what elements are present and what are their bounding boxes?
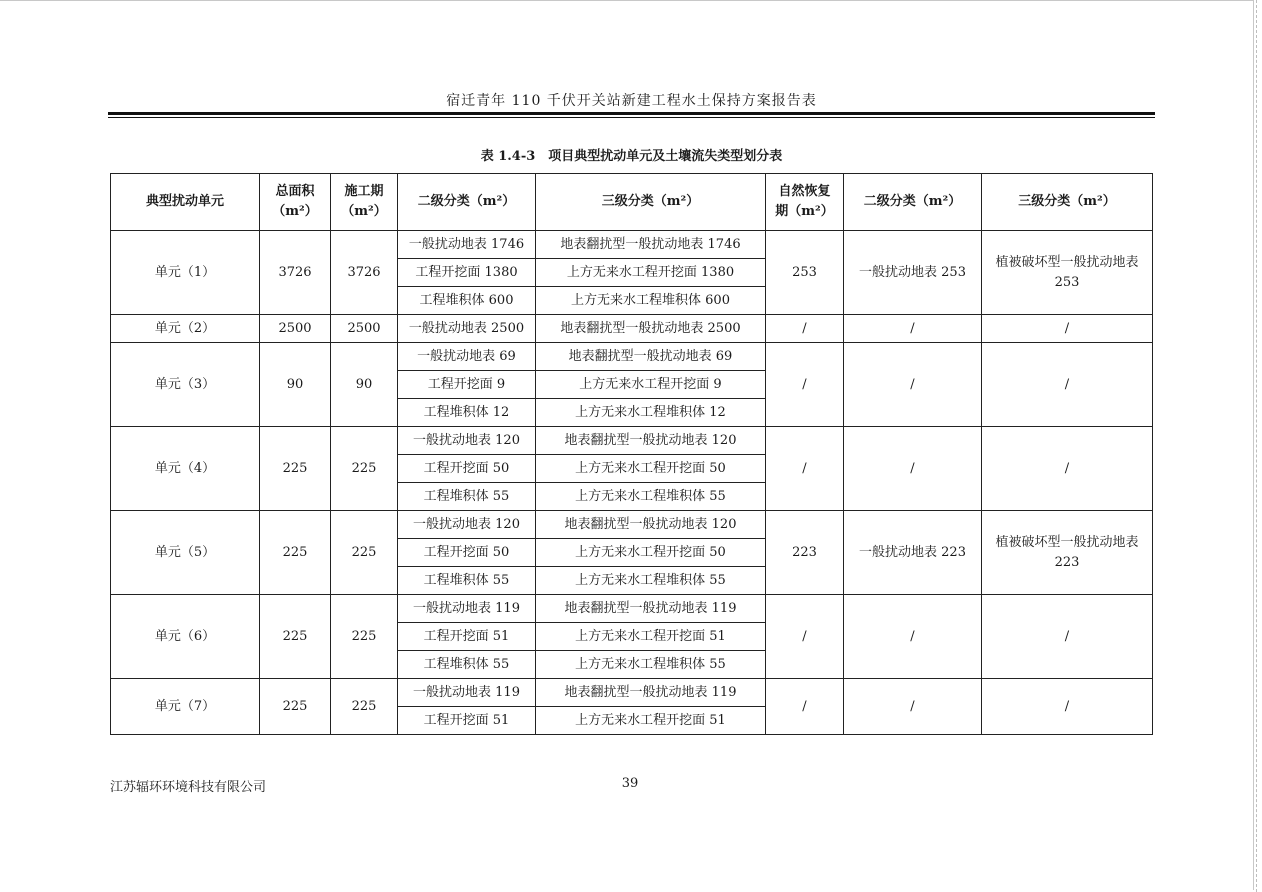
level3-cell: 地表翻扰型一般扰动地表 1746 bbox=[536, 231, 766, 259]
level2-cell: 工程堆积体 55 bbox=[398, 567, 536, 595]
unit-total-area: 225 bbox=[260, 679, 331, 735]
unit-construction-area: 90 bbox=[331, 343, 398, 427]
level3-cell: 上方无来水工程堆积体 12 bbox=[536, 399, 766, 427]
level3-cell: 上方无来水工程开挖面 51 bbox=[536, 623, 766, 651]
level3-cell: 地表翻扰型一般扰动地表 69 bbox=[536, 343, 766, 371]
recovery-area: / bbox=[766, 427, 844, 511]
table-row bbox=[111, 595, 1153, 623]
unit-name: 单元（7） bbox=[111, 679, 260, 735]
unit-construction-area: 225 bbox=[331, 427, 398, 511]
table-row bbox=[111, 427, 1153, 455]
level3-cell: 上方无来水工程开挖面 50 bbox=[536, 455, 766, 483]
recovery-level3: / bbox=[982, 315, 1153, 343]
level2-cell: 一般扰动地表 2500 bbox=[398, 315, 536, 343]
unit-name: 单元（2） bbox=[111, 315, 260, 343]
recovery-level3: 植被破坏型一般扰动地表 223 bbox=[982, 511, 1153, 595]
header-recovery-level2: 二级分类（m²） bbox=[844, 174, 982, 231]
recovery-level2: / bbox=[844, 427, 982, 511]
unit-construction-area: 2500 bbox=[331, 315, 398, 343]
level2-cell: 工程堆积体 12 bbox=[398, 399, 536, 427]
unit-total-area: 90 bbox=[260, 343, 331, 427]
recovery-area: 253 bbox=[766, 231, 844, 315]
header-rule-thin bbox=[108, 117, 1155, 118]
unit-construction-area: 225 bbox=[331, 595, 398, 679]
level2-cell: 工程开挖面 51 bbox=[398, 707, 536, 735]
recovery-level2: / bbox=[844, 315, 982, 343]
header-recovery-level3: 三级分类（m²） bbox=[982, 174, 1153, 231]
unit-construction-area: 225 bbox=[331, 679, 398, 735]
recovery-level3: / bbox=[982, 427, 1153, 511]
level3-cell: 上方无来水工程堆积体 55 bbox=[536, 483, 766, 511]
table-row bbox=[111, 343, 1153, 371]
recovery-level3: / bbox=[982, 595, 1153, 679]
unit-total-area: 3726 bbox=[260, 231, 331, 315]
recovery-level2: / bbox=[844, 679, 982, 735]
level3-cell: 上方无来水工程开挖面 1380 bbox=[536, 259, 766, 287]
level2-cell: 一般扰动地表 69 bbox=[398, 343, 536, 371]
level2-cell: 工程开挖面 51 bbox=[398, 623, 536, 651]
table-caption: 表 1.4-3 项目典型扰动单元及土壤流失类型划分表 bbox=[480, 149, 783, 164]
recovery-area: / bbox=[766, 595, 844, 679]
unit-construction-area: 3726 bbox=[331, 231, 398, 315]
level2-cell: 工程开挖面 9 bbox=[398, 371, 536, 399]
level3-cell: 上方无来水工程开挖面 9 bbox=[536, 371, 766, 399]
recovery-level2: / bbox=[844, 343, 982, 427]
table-row bbox=[111, 511, 1153, 539]
level3-cell: 地表翻扰型一般扰动地表 120 bbox=[536, 427, 766, 455]
level2-cell: 工程开挖面 1380 bbox=[398, 259, 536, 287]
header-construction-line1: 施工期 bbox=[344, 184, 384, 199]
unit-name: 单元（1） bbox=[111, 231, 260, 315]
unit-total-area: 2500 bbox=[260, 315, 331, 343]
table-row bbox=[111, 231, 1153, 259]
header-level2: 二级分类（m²） bbox=[398, 174, 536, 231]
unit-total-area: 225 bbox=[260, 511, 331, 595]
level2-cell: 工程堆积体 55 bbox=[398, 483, 536, 511]
level2-cell: 一般扰动地表 120 bbox=[398, 511, 536, 539]
level3-cell: 上方无来水工程堆积体 55 bbox=[536, 651, 766, 679]
level3-cell: 地表翻扰型一般扰动地表 119 bbox=[536, 679, 766, 707]
recovery-level3: / bbox=[982, 343, 1153, 427]
unit-total-area: 225 bbox=[260, 595, 331, 679]
level2-cell: 工程堆积体 55 bbox=[398, 651, 536, 679]
level3-cell: 上方无来水工程堆积体 600 bbox=[536, 287, 766, 315]
recovery-level3: / bbox=[982, 679, 1153, 735]
recovery-level2: / bbox=[844, 595, 982, 679]
recovery-level2: 一般扰动地表 223 bbox=[844, 511, 982, 595]
header-rule-thick bbox=[108, 112, 1155, 115]
page-number: 39 bbox=[621, 776, 639, 791]
recovery-level3: 植被破坏型一般扰动地表 253 bbox=[982, 231, 1153, 315]
unit-total-area: 225 bbox=[260, 427, 331, 511]
header-level3: 三级分类（m²） bbox=[536, 174, 766, 231]
level2-cell: 一般扰动地表 1746 bbox=[398, 231, 536, 259]
level2-cell: 工程堆积体 600 bbox=[398, 287, 536, 315]
recovery-level2: 一般扰动地表 253 bbox=[844, 231, 982, 315]
header-recovery-line2: 期（m²） bbox=[775, 204, 834, 219]
unit-name: 单元（6） bbox=[111, 595, 260, 679]
recovery-area: / bbox=[766, 679, 844, 735]
header-recovery-period bbox=[766, 174, 844, 231]
level3-cell: 地表翻扰型一般扰动地表 120 bbox=[536, 511, 766, 539]
header-unit: 典型扰动单元 bbox=[111, 174, 260, 231]
level2-cell: 一般扰动地表 119 bbox=[398, 679, 536, 707]
level3-cell: 地表翻扰型一般扰动地表 119 bbox=[536, 595, 766, 623]
level3-cell: 上方无来水工程开挖面 51 bbox=[536, 707, 766, 735]
level2-cell: 工程开挖面 50 bbox=[398, 539, 536, 567]
level2-cell: 一般扰动地表 120 bbox=[398, 427, 536, 455]
unit-name: 单元（3） bbox=[111, 343, 260, 427]
header-recovery-line1: 自然恢复 bbox=[778, 184, 831, 199]
header-construction-period bbox=[331, 174, 398, 231]
running-header: 宿迁青年 110 千伏开关站新建工程水土保持方案报告表 bbox=[446, 93, 817, 109]
header-total-area bbox=[260, 174, 331, 231]
footer-company: 江苏辐环环境科技有限公司 bbox=[110, 780, 267, 795]
recovery-area: / bbox=[766, 343, 844, 427]
unit-name: 单元（4） bbox=[111, 427, 260, 511]
table-row bbox=[111, 315, 1153, 343]
level2-cell: 一般扰动地表 119 bbox=[398, 595, 536, 623]
disturbance-unit-table bbox=[110, 173, 1153, 735]
level2-cell: 工程开挖面 50 bbox=[398, 455, 536, 483]
level3-cell: 上方无来水工程开挖面 50 bbox=[536, 539, 766, 567]
header-total-area-line1: 总面积 bbox=[275, 184, 315, 199]
recovery-area: 223 bbox=[766, 511, 844, 595]
unit-name: 单元（5） bbox=[111, 511, 260, 595]
table-header-row bbox=[111, 174, 1153, 231]
header-construction-line2: （m²） bbox=[341, 204, 387, 219]
level3-cell: 地表翻扰型一般扰动地表 2500 bbox=[536, 315, 766, 343]
recovery-area: / bbox=[766, 315, 844, 343]
level3-cell: 上方无来水工程堆积体 55 bbox=[536, 567, 766, 595]
header-total-area-line2: （m²） bbox=[272, 204, 318, 219]
page-edge-dashed-line bbox=[1256, 0, 1257, 892]
table-row bbox=[111, 679, 1153, 707]
unit-construction-area: 225 bbox=[331, 511, 398, 595]
